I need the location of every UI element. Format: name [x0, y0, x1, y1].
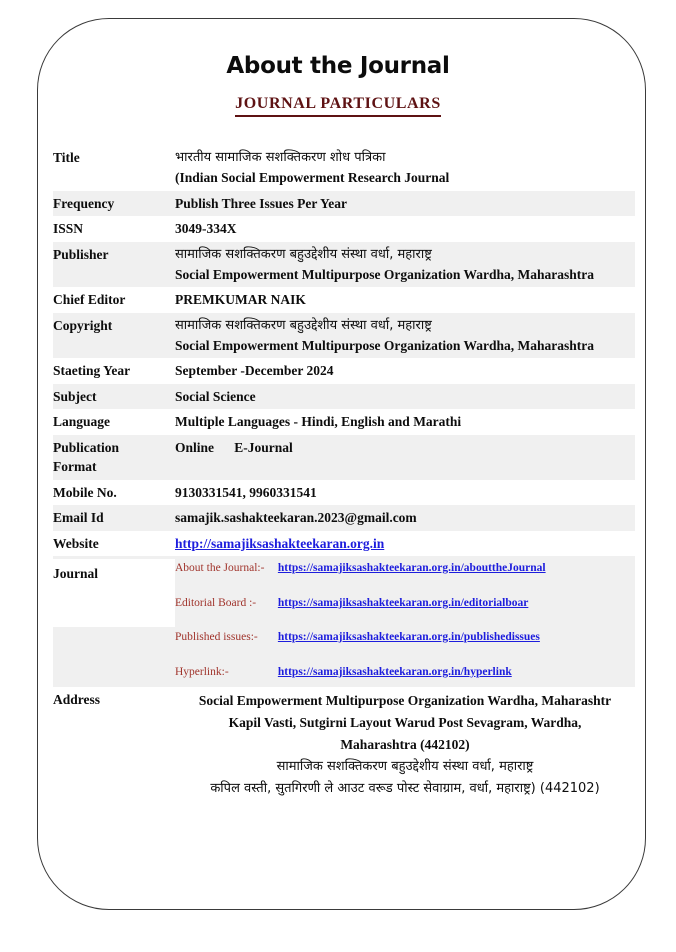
journal-link-item	[175, 663, 635, 683]
address-devanagari-line-1: सामाजिक सशक्तिकरण बहुउद्देशीय संस्था वर्धा, महाराष्ट्र	[276, 759, 534, 774]
row-value-email: samajik.sashakteekaran.2023@gmail.com	[175, 505, 635, 531]
row-label-publisher: Publisher	[53, 242, 175, 288]
row-value-publisher	[175, 242, 635, 288]
row-value-title	[175, 145, 635, 191]
address-english-line-1: Social Empowerment Multipurpose Organization Wardha, Maharashtr	[198, 693, 612, 708]
row-label-starting-year: Staeting Year	[53, 358, 175, 384]
table-row-address	[53, 687, 635, 803]
journal-link-item	[175, 559, 635, 579]
journal-link-url-about[interactable]: https://samajiksashakteekaran.org.in/abouttheJournal	[277, 562, 546, 574]
row-label-frequency: Frequency	[53, 191, 175, 217]
row-value-copyright	[175, 313, 635, 359]
publication-format-label-line1: Publication	[53, 439, 120, 455]
journal-link-label-published-issues: Published issues:-	[175, 631, 258, 643]
row-value-address	[175, 687, 635, 803]
journal-link-item	[175, 628, 635, 648]
address-devanagari-line-2: कपिल वस्ती, सुतगिरणी ले आउट वरूड पोस्ट सेवाग्राम, वर्धा, महाराष्ट्र) (442102)	[210, 781, 600, 796]
row-label-chief-editor: Chief Editor	[53, 287, 175, 313]
row-value-issn: 3049-334X	[175, 216, 635, 242]
copyright-english: Social Empowerment Multipurpose Organization Wardha, Maharashtra	[175, 337, 595, 353]
row-value-language: Multiple Languages - Hindi, English and Marathi	[175, 409, 635, 435]
row-value-mobile: 9130331541, 9960331541	[175, 480, 635, 506]
copyright-devanagari: सामाजिक सशक्तिकरण बहुउद्देशीय संस्था वर्धा, महाराष्ट्र	[175, 317, 432, 333]
row-label-publication-format	[53, 435, 175, 480]
table-row	[53, 191, 635, 217]
table-row	[53, 384, 635, 410]
row-label-language: Language	[53, 409, 175, 435]
page-subtitle-container	[0, 95, 676, 117]
publication-format-option-ejournal: E-Journal	[234, 439, 293, 455]
table-row	[53, 313, 635, 359]
address-english-line-3: Maharashtra (442102)	[340, 737, 470, 752]
row-value-website	[175, 531, 635, 557]
table-row	[53, 145, 635, 191]
table-row	[53, 409, 635, 435]
row-value-frequency: Publish Three Issues Per Year	[175, 191, 635, 217]
row-label-journal	[53, 556, 175, 687]
journal-link-label-editorial-board: Editorial Board :-	[175, 596, 257, 609]
row-label-website: Website	[53, 531, 175, 557]
publisher-devanagari: सामाजिक सशक्तिकरण बहुउद्देशीय संस्था वर्धा, महाराष्ट्र	[175, 246, 432, 262]
title-english: (Indian Social Empowerment Research Journal	[175, 170, 450, 185]
row-value-journal-links	[175, 556, 635, 687]
page-title: About the Journal	[226, 53, 450, 79]
publisher-english: Social Empowerment Multipurpose Organization Wardha, Maharashtra	[175, 266, 595, 282]
journal-link-url-editorial-board[interactable]: https://samajiksashakteekaran.org.in/editorialboar	[277, 596, 529, 609]
journal-link-url-hyperlink[interactable]: https://samajiksashakteekaran.org.in/hyperlink	[277, 665, 512, 678]
table-row	[53, 480, 635, 506]
row-label-issn: ISSN	[53, 216, 175, 242]
table-row	[53, 435, 635, 480]
publication-format-label-line2: Format	[53, 459, 97, 474]
table-row	[53, 505, 635, 531]
row-label-title: Title	[53, 145, 175, 191]
table-row	[53, 242, 635, 288]
row-value-publication-format	[175, 435, 635, 480]
publication-format-option-online: Online	[175, 439, 215, 455]
journal-link-url-published-issues[interactable]: https://samajiksashakteekaran.org.in/publishedissues	[277, 631, 540, 643]
journal-link-item	[175, 594, 635, 614]
journal-link-label-about: About the Journal:-	[175, 562, 265, 574]
title-devanagari: भारतीय सामाजिक सशक्तिकरण शोध पत्रिका	[175, 150, 386, 165]
row-label-mobile: Mobile No.	[53, 480, 175, 506]
row-value-subject: Social Science	[175, 384, 635, 410]
table-row	[53, 531, 635, 557]
row-value-starting-year: September -December 2024	[175, 358, 635, 384]
journal-label-text: Journal	[53, 559, 175, 627]
table-row-journal-links	[53, 556, 635, 687]
row-label-subject: Subject	[53, 384, 175, 410]
table-row	[53, 216, 635, 242]
address-english-line-2: Kapil Vasti, Sutgirni Layout Warud Post Sevagram, Wardha,	[228, 715, 582, 730]
row-label-email: Email Id	[53, 505, 175, 531]
row-value-chief-editor: PREMKUMAR NAIK	[175, 287, 635, 313]
row-label-address: Address	[53, 687, 175, 803]
website-link[interactable]: http://samajiksashakteekaran.org.in	[175, 535, 385, 551]
table-row	[53, 287, 635, 313]
table-row	[53, 358, 635, 384]
journal-particulars-table	[53, 145, 635, 803]
journal-link-label-hyperlink: Hyperlink:-	[175, 665, 229, 678]
page-subtitle: JOURNAL PARTICULARS	[235, 95, 441, 117]
row-label-copyright: Copyright	[53, 313, 175, 359]
